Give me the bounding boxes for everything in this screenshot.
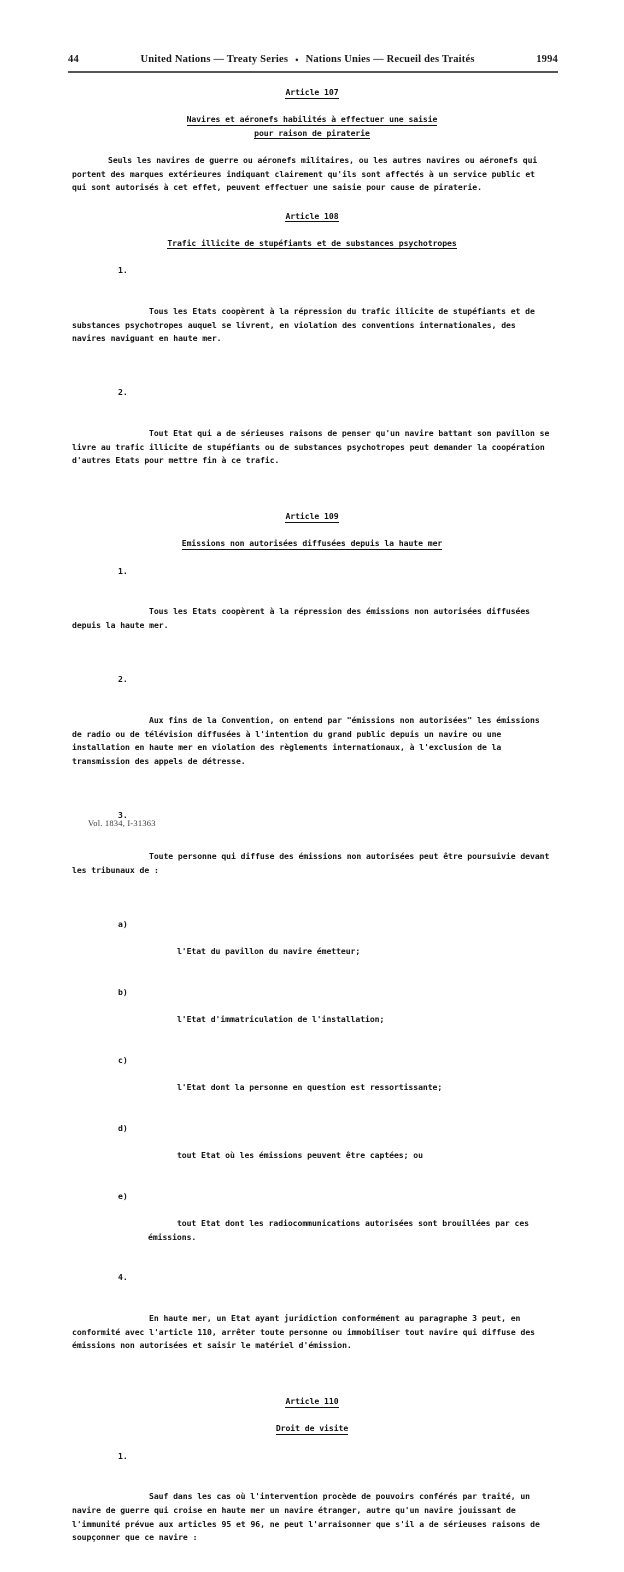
article-109-title: Emissions non autorisées diffusées depuis la haute mer (181, 538, 443, 549)
spacer (72, 904, 552, 918)
subitem-marker: c) (118, 1054, 128, 1065)
spacer (72, 1176, 552, 1190)
item-text: Sauf dans les cas où l'intervention procède de pouvoirs conférés par traité, un navire de guerre qui croise en haute mer un navire étranger, autre qu'un navire jouissant de l'immunité prévue aux articles 95 et 96, ne peut l'arraisonner que s'il a de sérieuses raisons de soupçonner que ce navire : (72, 1491, 545, 1543)
header-year: 1994 (536, 54, 558, 65)
spacer (72, 373, 552, 387)
article-109-item-2 (72, 673, 552, 795)
article-108-title: Trafic illicite de stupéfiants et de substances psychotropes (167, 237, 457, 248)
article-109-number: Article 109 (285, 511, 339, 522)
spacer (72, 1258, 552, 1272)
article-110-item-1 (72, 1450, 552, 1572)
subitem-text: l'Etat d'immatriculation de l'installation; (176, 1014, 385, 1025)
running-head-titles (79, 54, 536, 65)
article-107-number: Article 107 (285, 87, 339, 97)
article-109-subitem-b (72, 986, 552, 1040)
document-body (72, 86, 555, 1572)
header-rule (68, 71, 558, 73)
article-107-title-line2: pour raison de piraterie (254, 127, 370, 138)
article-109-item-4 (72, 1271, 552, 1380)
article-109-subitem-d (72, 1122, 552, 1176)
spacer (72, 1040, 552, 1054)
item-text: Tous les Etats coopèrent à la répression du trafic illicite de stupéfiants et de substances psychotropes auquel se livrent, en violation des conventions internationales, des navires naviguant en haute mer. (72, 305, 540, 344)
running-head-separator: • (295, 54, 299, 65)
item-marker: 3. (118, 810, 128, 821)
article-109-subitem-e (72, 1190, 552, 1258)
subitem-marker: a) (118, 919, 128, 930)
spacer (72, 1436, 552, 1450)
subitem-marker: d) (118, 1122, 128, 1133)
subitem-marker: e) (118, 1190, 128, 1201)
article-109-subitem-a (72, 918, 552, 972)
spacer (72, 1108, 552, 1122)
subitem-text: tout Etat où les émissions peuvent être captées; ou (176, 1150, 423, 1161)
article-110-title: Droit de visite (275, 1423, 349, 1434)
article-108-item-2 (72, 386, 555, 495)
item-text: Toute personne qui diffuse des émissions non autorisées peut être poursuivie devant les tribunaux de : (72, 851, 555, 875)
article-109-item-1 (72, 565, 552, 660)
item-marker: 2. (118, 387, 128, 398)
article-108-item-1 (72, 264, 552, 373)
spacer (72, 495, 552, 510)
article-107-paragraph: Seuls les navires de guerre ou aéronefs militaires, ou les autres navires ou aéronefs qui portent des marques extérieures indiquant clairement qu'ils sont affectés à un service public et qui sont autorisés à cet effet, peuvent effectuer une saisie pour cause de piraterie. (72, 154, 543, 193)
spacer (72, 551, 552, 565)
spacer (72, 660, 552, 674)
spacer (72, 100, 552, 114)
item-text: Tout Etat qui a de sérieuses raisons de penser qu'un navire battant son pavillon se livre au trafic illicite de stupéfiants ou de substances psychotropes peut demander la coopération d'autres Etats pour mettre fin à ce trafic. (72, 428, 555, 466)
spacer (72, 140, 552, 154)
item-text: En haute mer, un Etat ayant juridiction conformément au paragraphe 3 peut, en conformité avec l'article 110, arrêter toute personne ou immobiliser tout navire qui diffuse des émissions non autorisées et saisir le matériel d'émission. (72, 1313, 540, 1351)
subitem-text: l'Etat dont la personne en question est ressortissante; (176, 1082, 443, 1093)
page-number: 44 (68, 54, 79, 65)
spacer (72, 796, 552, 810)
article-107-title-line1: Navires et aéronefs habilités à effectuer une saisie (186, 114, 438, 125)
spacer (72, 223, 552, 237)
article-110-number: Article 110 (285, 1396, 339, 1407)
item-text: Aux fins de la Convention, on entend par "émissions non autorisées" les émissions de radio ou de télévision diffusées à l'intention du grand public depuis un navire ou une installation en haute mer en violation des règlements internationaux, à l'exclusion de la transmission des appels de détresse. (72, 715, 545, 766)
article-108-number: Article 108 (285, 210, 339, 221)
item-text: Tous les Etats coopèrent à la répression des émissions non autorisées diffusées depuis la haute mer. (72, 606, 535, 630)
spacer (72, 972, 552, 986)
spacer (72, 1380, 552, 1395)
item-marker: 2. (118, 674, 128, 685)
item-marker: 4. (118, 1272, 128, 1283)
item-marker: 1. (118, 265, 128, 276)
article-109-subitem-c (72, 1054, 552, 1108)
item-marker: 1. (118, 565, 128, 576)
running-head-right-title: Nations Unies — Recueil des Traités (305, 54, 475, 65)
spacer (72, 524, 552, 538)
subitem-marker: b) (118, 987, 128, 997)
running-head (68, 54, 558, 65)
spacer (72, 195, 552, 210)
running-head-left-title: United Nations — Treaty Series (140, 54, 289, 65)
footer-volume-reference: Vol. 1834, I-31363 (88, 818, 156, 828)
item-marker: 1. (118, 1450, 128, 1461)
spacer (72, 1409, 552, 1423)
subitem-text: l'Etat du pavillon du navire émetteur; (176, 946, 361, 957)
subitem-text: tout Etat dont les radiocommunications autorisées sont brouillées par ces émissions. (148, 1218, 534, 1242)
spacer (72, 251, 552, 265)
